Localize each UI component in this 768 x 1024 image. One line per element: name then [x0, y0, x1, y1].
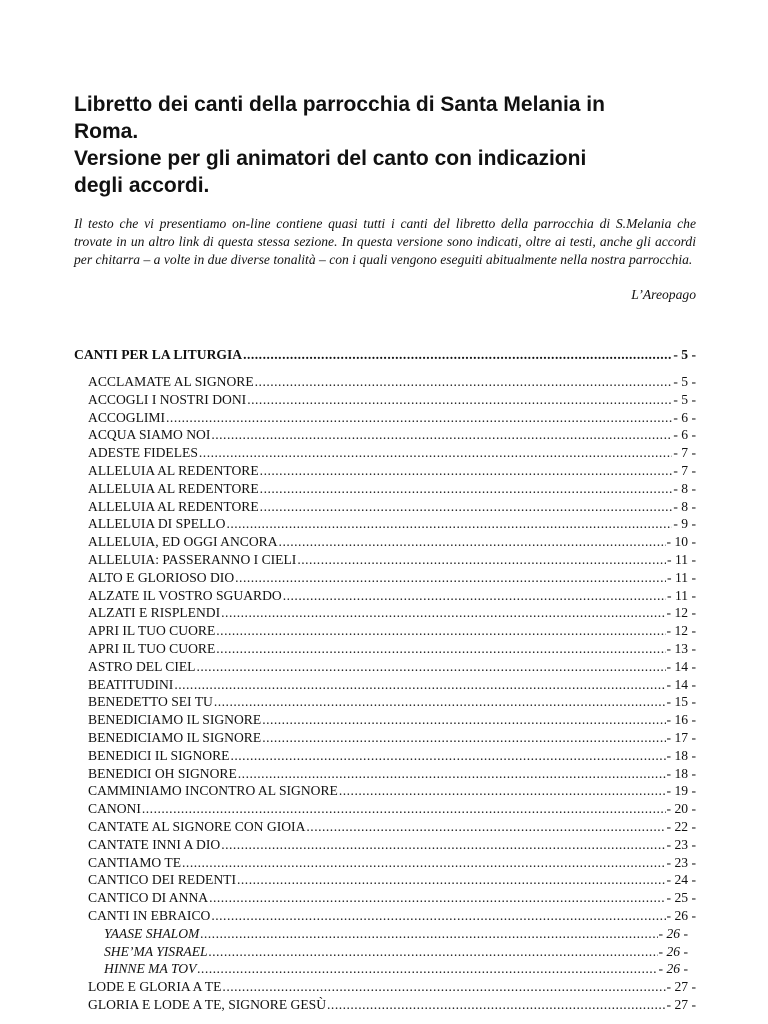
toc-entry-page: - 12 - — [666, 605, 696, 621]
toc-leader-dots — [209, 889, 665, 907]
toc-entry-title: SHE’MA YISRAEL — [104, 943, 208, 959]
toc-entry-page: - 25 - — [666, 890, 696, 906]
toc-entry[interactable] — [74, 765, 696, 783]
toc-leader-dots — [230, 747, 665, 765]
toc-entry[interactable] — [74, 498, 696, 516]
toc-entry-page: - 26 - — [666, 907, 696, 923]
signature: L’Areopago — [631, 287, 696, 302]
toc-leader-dots — [279, 533, 666, 551]
toc-entry-title: BENEDICIAMO IL SIGNORE — [88, 729, 262, 745]
toc-entry[interactable] — [74, 551, 696, 569]
toc-entry-page: - 26 - — [658, 961, 688, 977]
toc-entry-page: - 16 - — [666, 712, 696, 728]
toc-leader-dots — [262, 711, 665, 729]
toc-entry-page: - 6 - — [673, 409, 696, 425]
toc-leader-dots — [243, 345, 672, 365]
toc-leader-dots — [327, 996, 666, 1014]
toc-entry-page: - 6 - — [673, 427, 696, 443]
toc-leader-dots — [209, 943, 658, 961]
toc-entry[interactable] — [74, 907, 696, 925]
toc-entry-title: CANONI — [88, 801, 141, 817]
toc-entry-title: ALTO E GLORIOSO DIO — [88, 569, 235, 585]
intro-paragraph: Il testo che vi presentiamo on-line contiene quasi tutti i canti del libretto della parrocchia di S.Melania che trovate in un altro link di questa stessa sezione. In questa versione sono indicati, oltre ai testi, anche gli accordi per chitarra – a volte in due diverse tonalità – con i quali vengono eseguiti abitualmente nella nostra parrocchia. — [74, 216, 696, 268]
toc-entry-title: ALLELUIA, ED OGGI ANCORA — [88, 534, 278, 550]
toc-entry[interactable] — [74, 782, 696, 800]
toc-entry-page: - 27 - — [666, 979, 696, 995]
toc-entry-title: CANTI PER LA LITURGIA — [74, 347, 243, 362]
toc-entry-title: ACCOGLIMI — [88, 409, 166, 425]
toc-entry-page: - 23 - — [666, 836, 696, 852]
toc-leader-dots — [255, 373, 673, 391]
toc-entry[interactable] — [74, 693, 696, 711]
toc-entry[interactable] — [74, 836, 696, 854]
toc-entry-page: - 10 - — [666, 534, 696, 550]
toc-entry[interactable] — [74, 658, 696, 676]
toc-entry[interactable] — [74, 569, 696, 587]
toc-entry-title: ACCLAMATE AL SIGNORE — [88, 374, 254, 389]
toc-entry-page: - 27 - — [666, 996, 696, 1012]
toc-entry-title: CANTICO DI ANNA — [88, 890, 209, 906]
toc-leader-dots — [200, 925, 657, 943]
toc-entry-page: - 18 - — [666, 747, 696, 763]
toc-entry-title: LODE E GLORIA A TE — [88, 979, 222, 995]
toc-entry[interactable] — [74, 391, 696, 409]
toc-entry[interactable] — [74, 943, 696, 961]
toc-leader-dots — [260, 498, 673, 516]
toc-leader-dots — [339, 782, 666, 800]
document-title — [74, 91, 714, 199]
toc-entry[interactable] — [74, 747, 696, 765]
toc-entry[interactable] — [74, 925, 696, 943]
toc-entry-title: CAMMINIAMO INCONTRO AL SIGNORE — [88, 783, 338, 799]
toc-entry-title: ALZATI E RISPLENDI — [88, 605, 221, 621]
toc-leader-dots — [221, 604, 665, 622]
title-line: Libretto dei canti della parrocchia di Santa Melania in — [74, 93, 605, 116]
toc-entry[interactable] — [74, 462, 696, 480]
toc-entry-title: BEATITUDINI — [88, 676, 174, 692]
toc-entry-page: - 15 - — [666, 694, 696, 710]
toc-entry-title: BENEDICI OH SIGNORE — [88, 765, 237, 781]
toc-entry[interactable] — [74, 960, 696, 978]
toc-entry[interactable] — [74, 587, 696, 605]
toc-entry[interactable] — [74, 800, 696, 818]
toc-entry-title: CANTICO DEI REDENTI — [88, 872, 236, 888]
toc-entry-page: - 8 - — [673, 480, 696, 496]
toc-entry-page: - 8 - — [673, 498, 696, 514]
toc-leader-dots — [222, 978, 665, 996]
toc-leader-dots — [197, 960, 657, 978]
toc-leader-dots — [199, 444, 672, 462]
toc-leader-dots — [226, 515, 672, 533]
toc-entry[interactable] — [74, 729, 696, 747]
toc-entry-title: CANTI IN EBRAICO — [88, 907, 211, 923]
toc-leader-dots — [214, 693, 666, 711]
toc-entry[interactable] — [74, 818, 696, 836]
toc-leader-dots — [297, 551, 666, 569]
table-of-contents — [74, 345, 696, 1014]
title-line: degli accordi. — [74, 174, 210, 197]
toc-entry-page: - 19 - — [666, 783, 696, 799]
toc-entry-page: - 20 - — [666, 801, 696, 817]
toc-entry[interactable] — [74, 515, 696, 533]
toc-entry-page: - 5 - — [673, 391, 696, 407]
toc-entry-page: - 17 - — [666, 729, 696, 745]
toc-leader-dots — [216, 640, 665, 658]
toc-leader-dots — [182, 854, 666, 872]
toc-entry[interactable] — [74, 533, 696, 551]
toc-entry-title: ADESTE FIDELES — [88, 445, 198, 461]
toc-entry-page: - 11 - — [667, 587, 696, 603]
toc-entry[interactable] — [74, 480, 696, 498]
toc-entry-title: ACQUA SIAMO NOI — [88, 427, 211, 443]
toc-entry[interactable] — [74, 640, 696, 658]
toc-entry-title: CANTATE AL SIGNORE CON GIOIA — [88, 818, 306, 834]
toc-leader-dots — [166, 409, 672, 427]
toc-entry[interactable] — [74, 996, 696, 1014]
toc-entry-title: ALLELUIA AL REDENTORE — [88, 480, 259, 496]
toc-entry[interactable] — [74, 604, 696, 622]
toc-entry[interactable] — [74, 711, 696, 729]
toc-entry[interactable] — [74, 676, 696, 694]
toc-entry-page: - 12 - — [666, 623, 696, 639]
toc-leader-dots — [174, 676, 665, 694]
toc-entry[interactable] — [74, 978, 696, 996]
toc-entry-page: - 24 - — [666, 872, 696, 888]
title-line: Roma. — [74, 120, 139, 143]
toc-leader-dots — [216, 622, 665, 640]
toc-leader-dots — [237, 871, 666, 889]
toc-entry-title: CANTIAMO TE — [88, 854, 182, 870]
toc-entry-page: - 11 - — [667, 569, 696, 585]
toc-entry-page: - 18 - — [666, 765, 696, 781]
toc-leader-dots — [260, 462, 673, 480]
toc-leader-dots — [262, 729, 665, 747]
toc-entry[interactable] — [74, 409, 696, 427]
toc-leader-dots — [196, 658, 665, 676]
toc-leader-dots — [235, 569, 666, 587]
toc-entry-page: - 7 - — [673, 462, 696, 478]
toc-entry-title: BENEDICIAMO IL SIGNORE — [88, 712, 262, 728]
toc-entry-title: GLORIA E LODE A TE, SIGNORE GESÙ — [88, 996, 327, 1012]
toc-entry-title: ASTRO DEL CIEL — [88, 658, 196, 674]
toc-section-heading[interactable] — [74, 345, 696, 365]
toc-entry-page: - 5 - — [673, 347, 696, 362]
toc-entry[interactable] — [74, 426, 696, 444]
toc-entry-title: BENEDICI IL SIGNORE — [88, 747, 230, 763]
toc-entry-page: - 13 - — [666, 640, 696, 656]
toc-leader-dots — [238, 765, 666, 783]
toc-entry[interactable] — [74, 622, 696, 640]
title-line: Versione per gli animatori del canto con indicazioni — [74, 147, 587, 170]
toc-leader-dots — [260, 480, 673, 498]
toc-entry[interactable] — [74, 444, 696, 462]
toc-entry-page: - 22 - — [666, 818, 696, 834]
toc-entry-page: - 11 - — [667, 551, 696, 567]
toc-leader-dots — [283, 587, 666, 605]
toc-entry-title: ALLELUIA DI SPELLO — [88, 516, 226, 532]
toc-entry-page: - 5 - — [673, 374, 696, 389]
toc-entry-page: - 14 - — [666, 658, 696, 674]
toc-leader-dots — [247, 391, 672, 409]
toc-entry[interactable] — [74, 889, 696, 907]
toc-entry-page: - 26 - — [658, 925, 688, 941]
toc-entry-page: - 23 - — [666, 854, 696, 870]
toc-leader-dots — [221, 836, 665, 854]
toc-entry-title: YAASE SHALOM — [104, 925, 200, 941]
toc-entry-page: - 14 - — [666, 676, 696, 692]
toc-leader-dots — [306, 818, 665, 836]
toc-entry[interactable] — [74, 871, 696, 889]
toc-entry-page: - 9 - — [673, 516, 696, 532]
toc-leader-dots — [211, 907, 665, 925]
toc-entry-page: - 7 - — [673, 445, 696, 461]
toc-entry-title: BENEDETTO SEI TU — [88, 694, 213, 710]
toc-entry[interactable] — [74, 373, 696, 391]
toc-entry-title: ALLELUIA AL REDENTORE — [88, 498, 259, 514]
toc-entry[interactable] — [74, 854, 696, 872]
toc-entry-title: HINNE MA TOV — [104, 961, 197, 977]
toc-entry-title: ALLELUIA AL REDENTORE — [88, 462, 259, 478]
toc-leader-dots — [142, 800, 666, 818]
toc-entry-title: ALZATE IL VOSTRO SGUARDO — [88, 587, 282, 603]
toc-entry-title: CANTATE INNI A DIO — [88, 836, 221, 852]
toc-entry-title: APRI IL TUO CUORE — [88, 640, 216, 656]
toc-entry-title: ALLELUIA: PASSERANNO I CIELI — [88, 551, 297, 567]
toc-entry-title: APRI IL TUO CUORE — [88, 623, 216, 639]
toc-entry-page: - 26 - — [658, 943, 688, 959]
toc-entry-title: ACCOGLI I NOSTRI DONI — [88, 391, 247, 407]
toc-leader-dots — [211, 426, 672, 444]
